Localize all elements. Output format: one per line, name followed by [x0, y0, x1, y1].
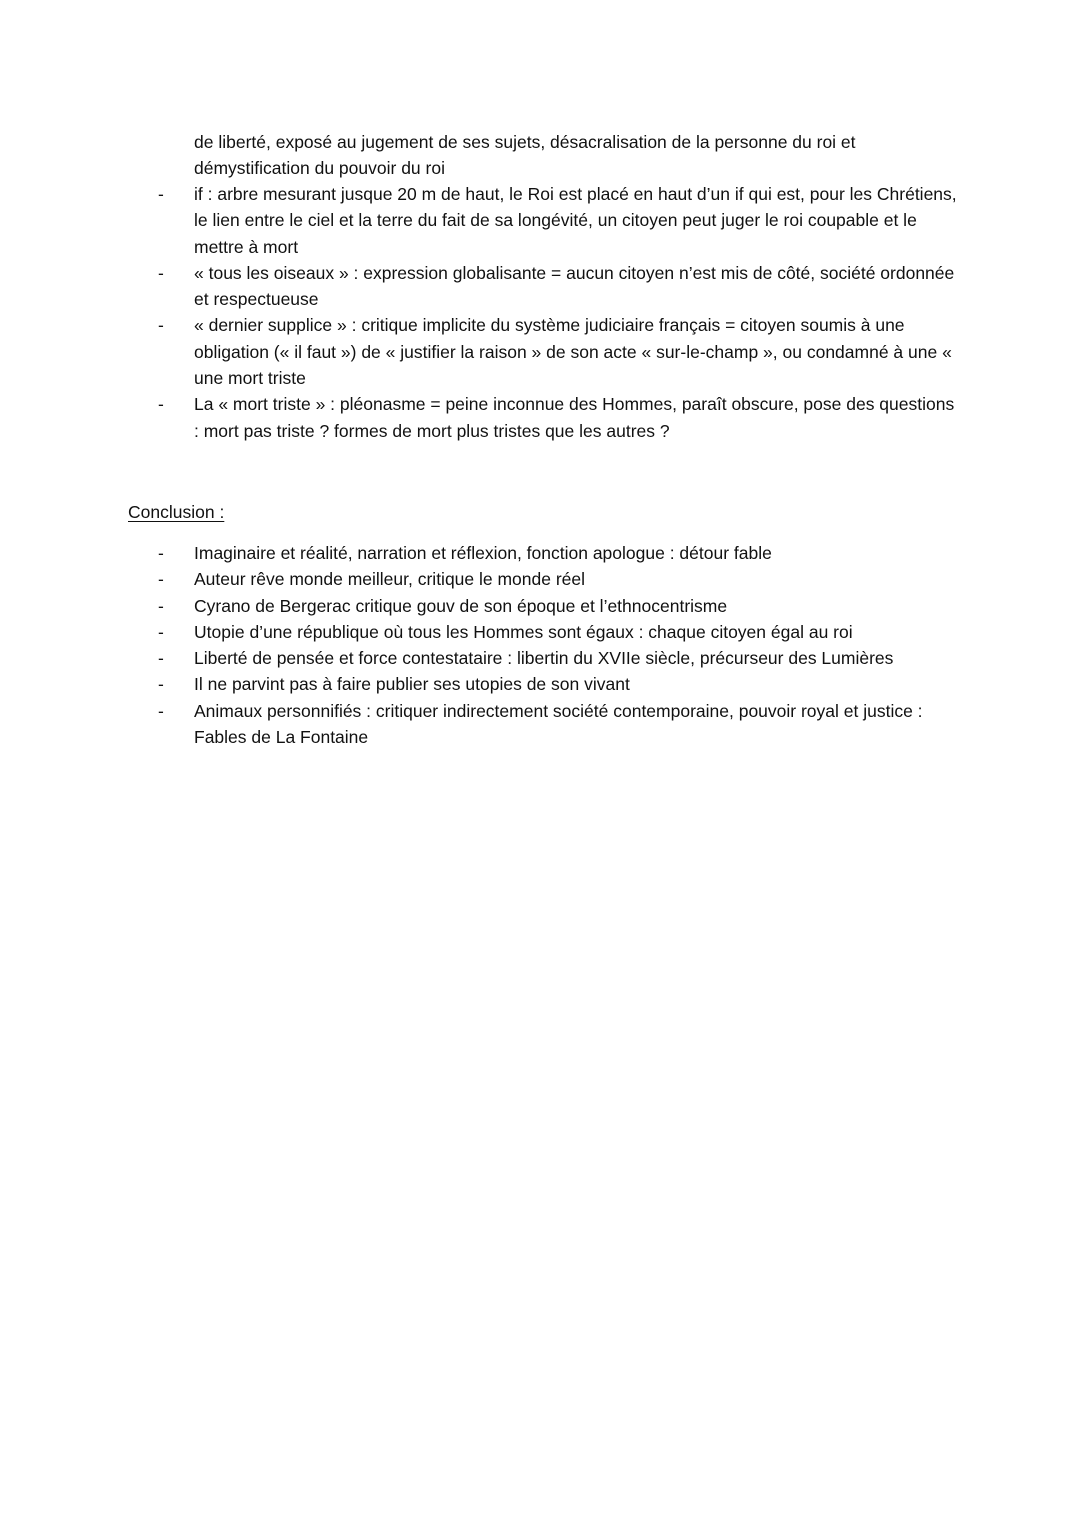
list-item-text: Auteur rêve monde meilleur, critique le monde réel: [194, 569, 586, 590]
list-item: [0, 698, 1080, 751]
bullet-dash: -: [158, 569, 164, 590]
list-item: [0, 619, 1080, 645]
analysis-bullet-list: [0, 181, 1080, 444]
bullet-dash: -: [158, 184, 164, 204]
list-item-text: if : arbre mesurant jusque 20 m de haut, le Roi est placé en haut d’un if qui est, pour les Chrétiens, le lien entre le ciel et la terre du fait de sa longévité, un citoyen peut juger le roi coupable et le mettre à mort: [194, 184, 957, 257]
bullet-dash: -: [158, 543, 164, 563]
bullet-dash: -: [158, 674, 164, 695]
list-item: [0, 540, 1080, 566]
list-item: [0, 181, 1080, 260]
list-item-text: « tous les oiseaux » : expression globalisante = aucun citoyen n’est mis de côté, société ordonnée et respectueuse: [194, 262, 955, 310]
list-item: [0, 645, 1080, 671]
list-item-text: Il ne parvint pas à faire publier ses utopies de son vivant: [194, 674, 630, 695]
list-item: [0, 566, 1080, 592]
list-item-text: Cyrano de Bergerac critique gouv de son époque et l’ethnocentrisme: [194, 595, 728, 616]
bullet-dash: -: [158, 700, 164, 721]
list-item: [0, 391, 1080, 444]
list-item: [0, 593, 1080, 619]
conclusion-bullet-list: [0, 540, 1080, 750]
list-item-text: Imaginaire et réalité, narration et réflexion, fonction apologue : détour fable: [194, 543, 772, 563]
list-item-text: Utopie d’une république où tous les Hommes sont égaux : chaque citoyen égal au roi: [194, 621, 853, 642]
list-item: [0, 260, 1080, 313]
list-item-text: « dernier supplice » : critique implicite du système judiciaire français = citoyen soumis à une obligation (« il faut ») de « justifier la raison » de son acte « sur-le-champ », ou condamné à une « une mort triste: [194, 315, 952, 389]
list-item: [0, 671, 1080, 697]
list-item: [0, 312, 1080, 391]
list-item-text: Liberté de pensée et force contestataire : libertin du XVIIe siècle, précurseur des Lumières: [194, 648, 894, 669]
bullet-dash: -: [158, 262, 164, 283]
bullet-dash: -: [158, 595, 164, 616]
list-item-text: La « mort triste » : pléonasme = peine inconnue des Hommes, paraît obscure, pose des questions : mort pas triste ? formes de mort plus tristes que les autres ?: [194, 394, 955, 441]
conclusion-heading: Conclusion :: [128, 502, 225, 522]
list-item-text: Animaux personnifiés : critiquer indirectement société contemporaine, pouvoir royal et justice : Fables de La Fontaine: [194, 700, 923, 748]
bullet-dash: -: [158, 394, 164, 415]
bullet-dash: -: [158, 315, 164, 336]
bullet-dash: -: [158, 648, 164, 669]
continued-paragraph: de liberté, exposé au jugement de ses sujets, désacralisation de la personne du roi et démystification du pouvoir du roi: [194, 132, 856, 179]
bullet-dash: -: [158, 621, 164, 642]
